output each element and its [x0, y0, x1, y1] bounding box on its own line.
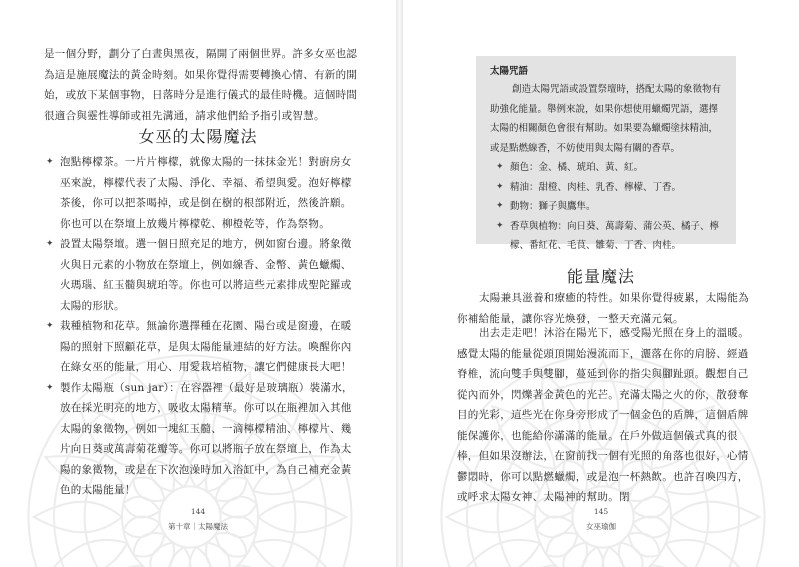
left-page — [0, 0, 396, 567]
list-item — [496, 158, 724, 178]
sparkle-bullet-icon: ✦ — [496, 181, 504, 192]
sparkle-bullet-icon: ✦ — [46, 157, 54, 167]
list-item — [496, 197, 724, 217]
page-number: 144 — [190, 507, 206, 516]
sun-spell-sidebar — [476, 56, 736, 251]
intro-paragraph: 是一個分野，劃分了白晝與黑夜，隔開了兩個世界。許多女巫也認為這是施展魔法的黃金時刻。如果你覺得需要轉換心情、有新的開始，或放下某個事物，日落時分是進行儀式的最佳時機。這個時間很適合與靈性導師或祖先溝通，請求他們給予指引或智慧。 — [44, 48, 358, 122]
list-item-text: 香草與植物：向日葵、萬壽菊、蒲公英、橘子、檸檬、番紅花、毛茛、雛菊、丁香、肉桂。 — [510, 220, 720, 251]
sun-magic-list — [46, 152, 360, 501]
sparkle-bullet-icon: ✦ — [46, 321, 54, 331]
list-item — [496, 178, 724, 198]
list-item — [46, 234, 360, 316]
sparkle-bullet-icon: ✦ — [46, 239, 54, 249]
list-item — [496, 217, 724, 256]
right-page — [403, 0, 799, 567]
list-item-text: 精油：甜橙、肉桂、乳香、檸檬、丁香。 — [510, 181, 682, 193]
list-item — [46, 378, 360, 501]
list-item-text: 栽種植物和花草。無論你選擇種在花園、陽台或是窗邊，在暖陽的照射下照顧花草，是與太陽能量連結的好方法。喚醒你內在綠女巫的能量，用心、用愛栽培植物，讓它們健康長大吧！ — [60, 320, 352, 373]
correspondence-list — [490, 158, 724, 256]
body-paragraph: 太陽兼具滋養和療癒的特性。如果你覺得疲累，太陽能為你補給能量，讓你容光煥發，一整天充滿元氣。 — [457, 292, 749, 325]
list-item-text: 製作太陽瓶（sun jar）：在容器裡（最好是玻璃瓶）裝滿水，放在採光明亮的地方，吸收太陽精華。你可以在瓶裡加入其他太陽的象徵物，例如一塊紅玉髓、一滴檸檬精油、檸檬片、幾片向日葵或萬壽菊花瓣等。你可以將瓶子放在祭壇上，作為太陽的象徵物，或是在下次泡澡時加入浴缸中，為自己補充金黃色的太陽能量！ — [60, 381, 353, 496]
running-footer: 女巫瑜伽 — [586, 522, 616, 531]
list-item-text: 顏色：金、橘、琥珀、黃、紅。 — [510, 162, 644, 173]
sparkle-bullet-icon: ✦ — [496, 162, 504, 172]
list-item — [46, 316, 360, 378]
section-heading: 女巫的太陽魔法 — [138, 127, 258, 146]
page-number: 145 — [593, 507, 609, 516]
sidebar-paragraph: 創造太陽咒語或設置祭壇時，搭配太陽的象徵物有助強化能量。舉例來說，如果你想使用蠟燭咒語，選擇太陽的相關顏色會很有幫助。如果要為蠟燭塗抹精油，或是點燃線香，不妨使用與太陽有關的香草。 — [490, 84, 722, 154]
list-item-text: 設置太陽祭壇。選一個日照充足的地方，例如窗台邊。將象徵火與日元素的小物放在祭壇上，例如線香、金幣、黃色蠟燭、火瑪瑙、紅玉髓與琥珀等。你也可以將這些元素排成聖陀羅或太陽的形狀。 — [60, 238, 352, 312]
sparkle-bullet-icon: ✦ — [496, 201, 504, 211]
running-footer: 第十章｜太陽魔法 — [168, 522, 228, 531]
sparkle-bullet-icon: ✦ — [46, 382, 54, 393]
sparkle-bullet-icon: ✦ — [496, 220, 504, 231]
list-item — [46, 152, 360, 234]
list-item-text: 動物：獅子與鷹隼。 — [510, 201, 596, 212]
sidebar-title: 太陽咒語 — [490, 66, 529, 77]
book-gutter — [396, 0, 403, 567]
body-paragraph: 出去走走吧！沐浴在陽光下，感受陽光照在身上的溫暖。感覺太陽的能量從頭頂開始漫流而下，灑落在你的肩膀、經過脊椎，流向雙手與雙腳，蔓延到你的指尖與腳趾頭。觀想自己從內而外，閃爍著金黃色的光芒。充滿太陽之火的你，散發奪目的光彩，這些光在你身旁形成了一個金色的盾牌，這個盾牌能保護你，也能給你滿滿的能量。在戶外做這個儀式真的很棒，但如果沒辦法，在窗前找一個有光照的角落也很好，心情鬱悶時，你可以點燃蠟燭，或是泡一杯熱飲。也許召喚四方，或呼求太陽女神、太陽神的幫助。閉 — [457, 327, 749, 503]
list-item-text: 泡點檸檬茶。一片片檸檬，就像太陽的一抹抹金光！對廚房女巫來說，檸檬代表了太陽、淨化、幸福、希望與愛。泡好檸檬茶後，你可以把茶喝掉，或是倒在樹的根部附近，然後許願。你也可以在祭壇上放幾片檸檬乾、柳橙乾等，作為祭物。 — [60, 156, 352, 230]
section-heading: 能量魔法 — [566, 267, 635, 286]
